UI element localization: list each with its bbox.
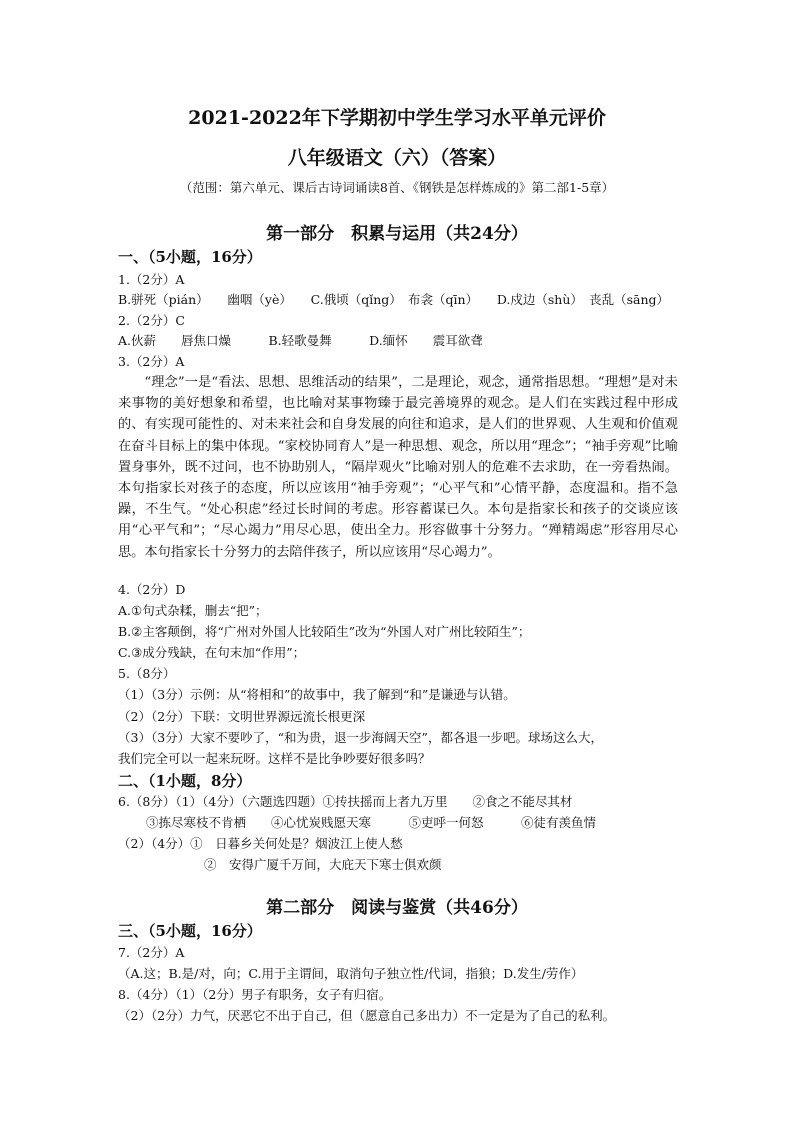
section3-heading: 三、（5小题，16分）: [118, 922, 262, 940]
q4-note-b: B.②主客颠倒，将“广州对外国人比较陌生”改为“外国人对广州比较陌生”；: [118, 624, 531, 639]
q5-part3-line1: （3）（3分）大家不要吵了，“和为贵，退一步海阔天空”，都各退一步吧。球场这么大，: [118, 730, 603, 745]
q6-part1-line1: 6.（8分）（1）（4分）（六题选四题）①抟扶摇而上者九万里 ②食之不能尽其材: [118, 794, 573, 809]
q6-part1-line2: ③拣尽寒枝不肯栖 ④心忧炭贱愿天寒 ⑤吏呼一何怒 ⑥徒有羡鱼情: [146, 815, 597, 830]
q3-answer: 3.（2分）A: [118, 354, 185, 369]
q8-part1: 8.（4分）（1）（2分）男子有职务，女子有归宿。: [118, 987, 392, 1002]
q7-note: （A.这；B.是/对，向；C.用于主谓间，取消句子独立性/代词，指狼；D.发生/劳作）: [118, 966, 584, 981]
q2-answer: 2.（2分）C: [118, 313, 185, 328]
q4-note-a: A.①句式杂糅，删去“把”；: [118, 603, 268, 618]
q5-part1: （1）（3分）示例：从“将相和”的故事中，我了解到“和”是谦逊与认错。: [118, 687, 516, 702]
q4-note-c: C.③成分残缺，在句末加“作用”；: [118, 645, 306, 660]
q7-answer: 7.（2分）A: [118, 945, 185, 960]
q6-part2-line2: ② 安得广厦千万间，大庇天下寒士俱欢颜: [204, 857, 442, 872]
q5-part2: （2）（2分）下联：文明世界源远流长根更深: [118, 709, 366, 724]
section2-heading: 二、（1小题，8分）: [118, 772, 252, 790]
part2-title: 第二部分 阅读与鉴赏（共46分）: [266, 898, 528, 918]
doc-title: 2021-2022年下学期初中学生学习水平单元评价: [188, 107, 606, 129]
q4-answer: 4.（2分）D: [118, 582, 186, 597]
q1-answer: 1.（2分）A: [118, 272, 185, 287]
q8-part2: （2）（2分）力气，厌恶它不出于自己，但（愿意自己多出力）不一定是为了自己的私利。: [118, 1008, 616, 1023]
q1-options: B.骈死（pián） 幽咽（yè） C.俄顷（qǐng） 布衾（qīn） D.戍边（shù） 丧乱（sāng）: [118, 292, 670, 307]
q2-options: A.伙薪 唇焦口燥 B.轻歌曼舞 D.缅怀 震耳欲聋: [118, 333, 483, 348]
doc-scope: （范围：第六单元、课后古诗词诵读8首、《钢铁是怎样炼成的》第二部1-5章）: [179, 180, 615, 195]
section1-heading: 一、（5小题，16分）: [118, 248, 262, 266]
q5-answer: 5.（8分）: [118, 666, 176, 681]
doc-subtitle: 八年级语文（六）（答案）: [287, 147, 507, 169]
part1-title: 第一部分 积累与运用（共24分）: [266, 224, 528, 244]
q5-part3-line2: 我们完全可以一起来玩呀。这样不是比争吵要好很多吗？: [118, 751, 431, 766]
q6-part2-line1: （2）（4分）① 日暮乡关何处是？烟波江上使人愁: [118, 836, 403, 851]
q3-explanation: “理念”一是“看法、思想、思维活动的结果”，二是理论，观念，通常指思想。“理想”是对未来事物的美好想象和希望，也比喻对某事物臻于最完善境界的观念。是人们在实践过程中形成的、有实现可能性的、对未来社会和自身发展的向往和追求，是人们的世界观、人生观和价值观在奋斗目标上的集中体现。“家校协同育人”是一种思想、观念，所以用“理念”；“袖手旁观”比喻置身事外，既不过问，也不协助别人，“隔岸观火”比喻对别人的危难不去求助，在一旁看热闹。本句指家长对孩子的态度，所以应该用“袖手旁观”；“心平气和”心情平静，态度温和。指不急躁，不生气。“处心积虑”经过长时间的考虑。形容蓄谋已久。本句是指家长和孩子的交谈应该用“心平气和”；“尽心竭力”用尽心思，使出全力。形容做事十分努力。“殚精竭虑”形容用尽心思。本句指家长十分努力的去陪伴孩子，所以应该用“尽心竭力”。: [118, 375, 678, 560]
